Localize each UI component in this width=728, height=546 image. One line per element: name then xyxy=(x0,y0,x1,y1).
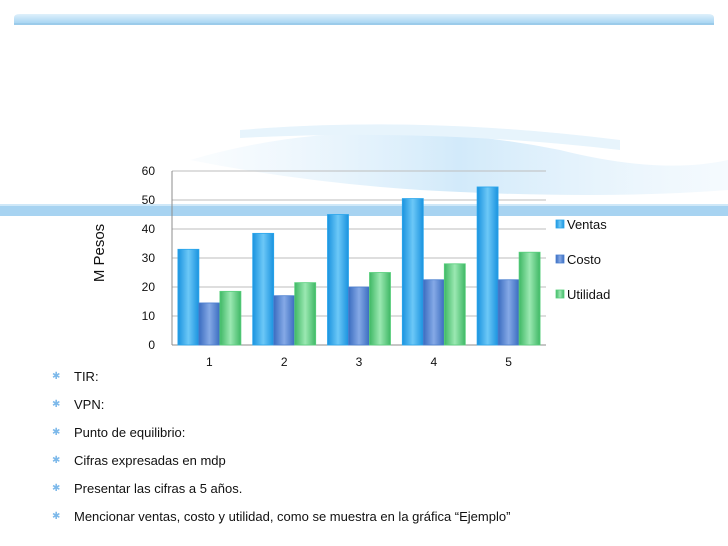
bar-utilidad xyxy=(220,291,241,345)
y-tick-label: 0 xyxy=(148,338,155,352)
bar-ventas xyxy=(178,249,199,345)
y-tick-label: 40 xyxy=(141,222,155,236)
x-tick-label: 4 xyxy=(430,355,438,369)
bar-ventas xyxy=(328,215,349,346)
legend-label: Costo xyxy=(567,252,601,267)
x-tick-label: 1 xyxy=(206,355,213,369)
bar-costo xyxy=(199,303,220,345)
x-tick-label: 5 xyxy=(505,355,512,369)
legend-swatch-utilidad xyxy=(556,290,564,298)
bar-costo xyxy=(423,280,444,345)
bar-utilidad xyxy=(295,283,316,345)
y-tick-label: 30 xyxy=(141,251,155,265)
legend-swatch-ventas xyxy=(556,220,564,228)
legend-label: Ventas xyxy=(567,217,607,232)
legend-swatch-costo xyxy=(556,255,564,263)
bullet-item: ✱ Presentar las cifras a 5 años. xyxy=(52,480,510,508)
bar-utilidad xyxy=(370,273,391,346)
bar-utilidad xyxy=(444,264,465,345)
bullet-list xyxy=(52,368,510,536)
bar-costo xyxy=(498,280,519,345)
bullet-item: ✱ Mencionar ventas, costo y utilidad, como se muestra en la gráfica “Ejemplo” xyxy=(52,508,510,536)
bullet-item: ✱ Punto de equilibrio: xyxy=(52,424,510,452)
y-tick-label: 20 xyxy=(141,280,155,294)
y-tick-label: 50 xyxy=(141,193,155,207)
bullet-item: ✱ VPN: xyxy=(52,396,510,424)
bar-costo xyxy=(349,287,370,345)
legend-label: Utilidad xyxy=(567,287,611,302)
bar-ventas xyxy=(253,233,274,345)
bar-ventas xyxy=(402,199,423,345)
bar-ventas xyxy=(477,187,498,345)
bullet-item: ✱ TIR: xyxy=(52,368,510,396)
y-tick-label: 60 xyxy=(141,164,155,178)
bar-utilidad xyxy=(519,252,540,345)
x-tick-label: 3 xyxy=(355,355,363,369)
y-tick-label: 10 xyxy=(141,309,155,323)
bar-costo xyxy=(274,296,295,345)
y-axis-label: M Pesos xyxy=(91,223,108,283)
x-tick-label: 2 xyxy=(280,355,288,369)
bullet-item: ✱ Cifras expresadas en mdp xyxy=(52,452,510,480)
